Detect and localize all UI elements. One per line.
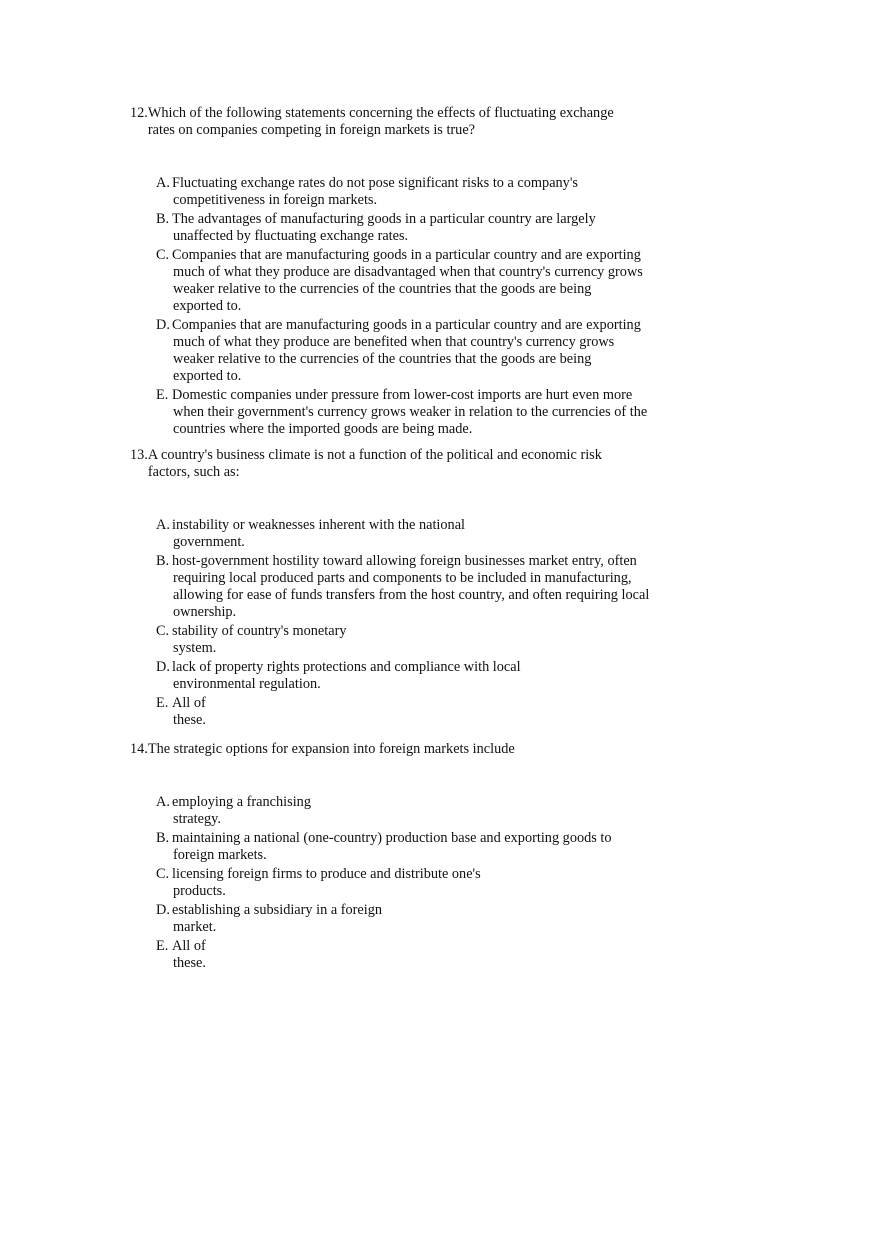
option-letter: D.: [156, 902, 170, 918]
stem-line: factors, such as:: [147, 464, 240, 480]
option-letter: A.: [156, 517, 170, 533]
option-line: ownership.: [173, 604, 237, 620]
answer-options: [156, 517, 690, 729]
option-line: All of: [172, 695, 206, 711]
option-line: market.: [173, 919, 217, 935]
option-line: these.: [173, 712, 206, 728]
option-e: [156, 387, 690, 438]
option-letter: C.: [156, 866, 170, 882]
option-line: All of: [172, 938, 206, 954]
option-line: lack of property rights protections and compliance with local: [172, 659, 521, 675]
answer-options: [156, 175, 690, 438]
stem-line: rates on companies competing in foreign markets is true?: [147, 122, 476, 138]
option-letter: E.: [156, 387, 169, 403]
option-line: competitiveness in foreign markets.: [173, 192, 378, 208]
question-stem: [130, 105, 690, 139]
option-letter: C.: [156, 623, 170, 639]
option-letter: B.: [156, 211, 170, 227]
question-12: [130, 105, 690, 440]
option-line: exported to.: [173, 368, 242, 384]
option-line: allowing for ease of funds transfers from the host country, and often requiring local: [173, 587, 650, 603]
option-line: when their government's currency grows weaker in relation to the currencies of the: [173, 404, 648, 420]
option-b: [156, 553, 690, 621]
option-letter: C.: [156, 247, 170, 263]
option-line: licensing foreign firms to produce and distribute one's: [172, 866, 481, 882]
answer-options: [156, 794, 690, 972]
option-line: host-government hostility toward allowing foreign businesses market entry, often: [172, 553, 637, 569]
option-line: Companies that are manufacturing goods in a particular country and are exporting: [172, 317, 641, 333]
option-line: government.: [173, 534, 245, 550]
option-line: exported to.: [173, 298, 242, 314]
option-b: [156, 211, 690, 245]
option-line: weaker relative to the currencies of the countries that the goods are being: [173, 351, 592, 367]
option-line: products.: [173, 883, 226, 899]
option-line: maintaining a national (one-country) production base and exporting goods to: [172, 830, 612, 846]
option-line: instability or weaknesses inherent with the national: [172, 517, 466, 533]
option-line: much of what they produce are disadvantaged when that country's currency grows: [173, 264, 643, 280]
option-line: employing a franchising: [172, 794, 311, 810]
option-e: [156, 938, 690, 972]
option-e: [156, 695, 690, 729]
option-letter: A.: [156, 794, 170, 810]
stem-line: A country's business climate is not a function of the political and economic risk: [147, 447, 602, 463]
option-line: establishing a subsidiary in a foreign: [172, 902, 383, 918]
option-d: [156, 317, 690, 385]
option-letter: B.: [156, 553, 170, 569]
question-stem: [130, 741, 690, 758]
option-line: Domestic companies under pressure from lower-cost imports are hurt even more: [172, 387, 633, 403]
question-stem: [130, 447, 690, 481]
stem-line: The strategic options for expansion into foreign markets include: [147, 741, 515, 757]
option-a: [156, 517, 690, 551]
option-a: [156, 175, 690, 209]
option-letter: E.: [156, 695, 169, 711]
option-c: [156, 623, 690, 657]
option-line: these.: [173, 955, 206, 971]
question-13: [130, 447, 690, 731]
option-letter: A.: [156, 175, 170, 191]
option-a: [156, 794, 690, 828]
option-line: system.: [173, 640, 217, 656]
option-line: foreign markets.: [173, 847, 267, 863]
option-line: stability of country's monetary: [172, 623, 347, 639]
option-line: requiring local produced parts and components to be included in manufacturing,: [173, 570, 632, 586]
option-line: strategy.: [173, 811, 221, 827]
stem-line: Which of the following statements concerning the effects of fluctuating exchange: [147, 105, 614, 121]
option-line: The advantages of manufacturing goods in a particular country are largely: [172, 211, 596, 227]
option-letter: D.: [156, 659, 170, 675]
option-letter: D.: [156, 317, 170, 333]
question-number: 14.: [130, 741, 148, 757]
question-14: [130, 741, 690, 974]
option-line: environmental regulation.: [173, 676, 321, 692]
option-line: countries where the imported goods are being made.: [173, 421, 473, 437]
option-line: weaker relative to the currencies of the countries that the goods are being: [173, 281, 592, 297]
option-line: Fluctuating exchange rates do not pose significant risks to a company's: [172, 175, 578, 191]
question-number: 13.: [130, 447, 148, 463]
option-c: [156, 866, 690, 900]
option-letter: E.: [156, 938, 169, 954]
option-line: Companies that are manufacturing goods in a particular country and are exporting: [172, 247, 641, 263]
question-number: 12.: [130, 105, 148, 121]
option-c: [156, 247, 690, 315]
option-b: [156, 830, 690, 864]
option-line: much of what they produce are benefited when that country's currency grows: [173, 334, 615, 350]
option-d: [156, 902, 690, 936]
option-letter: B.: [156, 830, 170, 846]
option-line: unaffected by fluctuating exchange rates.: [173, 228, 409, 244]
option-d: [156, 659, 690, 693]
